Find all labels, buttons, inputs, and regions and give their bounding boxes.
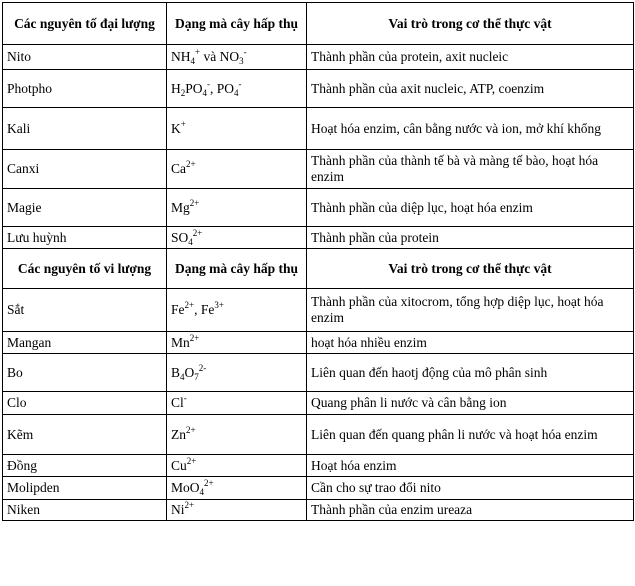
- micro-header-form: Dạng mà cây hấp thụ: [167, 249, 307, 289]
- role-text: Thành phần của diệp lục, hoạt hóa enzim: [307, 189, 634, 227]
- absorbed-form: $Ca^{2+}$: [167, 150, 307, 189]
- element-name: Magie: [3, 189, 167, 227]
- micro-header-role: Vai trò trong cơ thể thực vật: [307, 249, 634, 289]
- table-row: [3, 415, 634, 455]
- table-row: [3, 289, 634, 332]
- absorbed-form: $Mg^{2+}$: [167, 189, 307, 227]
- table-row: [3, 108, 634, 150]
- absorbed-form: $Zn^{2+}$: [167, 415, 307, 455]
- macro-header-element: Các nguyên tố đại lượng: [3, 3, 167, 45]
- role-text: Liên quan đến haotj động của mô phân sinh: [307, 354, 634, 392]
- table-row: [3, 455, 634, 477]
- absorbed-form: $Ni^{2+}$: [167, 500, 307, 521]
- table-row: [3, 189, 634, 227]
- absorbed-form: Cl-: [167, 392, 307, 415]
- absorbed-form: $NH_4^+$ và $NO_3^-$: [167, 45, 307, 70]
- table-row: [3, 500, 634, 521]
- macro-header-form: Dạng mà cây hấp thụ: [167, 3, 307, 45]
- role-text: Thành phần của enzim ureaza: [307, 500, 634, 521]
- role-text: Thành phần của thành tế bà và màng tế bào, hoạt hóa enzim: [307, 150, 634, 189]
- absorbed-form: MoO$_4^{2+}$: [167, 477, 307, 500]
- nutrient-table: [2, 2, 634, 521]
- micro-header-row: [3, 249, 634, 289]
- table-row: [3, 354, 634, 392]
- table-row: [3, 392, 634, 415]
- table-row: [3, 70, 634, 108]
- absorbed-form: $Fe^{2+}$, $Fe^{3+}$: [167, 289, 307, 332]
- element-name: Kẽm: [3, 415, 167, 455]
- role-text: Liên quan đến quang phân li nước và hoạt hóa enzim: [307, 415, 634, 455]
- absorbed-form: $SO_4^{2+}$: [167, 227, 307, 249]
- absorbed-form: $B_4O_7^{2-}$: [167, 354, 307, 392]
- role-text: Thành phần của axit nucleic, ATP, coenzim: [307, 70, 634, 108]
- absorbed-form: $Cu^{2+}$: [167, 455, 307, 477]
- element-name: Đồng: [3, 455, 167, 477]
- table-row: [3, 45, 634, 70]
- element-name: Sắt: [3, 289, 167, 332]
- element-name: Canxi: [3, 150, 167, 189]
- absorbed-form: $H_2PO_4^-$, $PO_4^-$: [167, 70, 307, 108]
- element-name: Photpho: [3, 70, 167, 108]
- element-name: Bo: [3, 354, 167, 392]
- element-name: Lưu huỳnh: [3, 227, 167, 249]
- table-row: [3, 477, 634, 500]
- macro-header-role: Vai trò trong cơ thể thực vật: [307, 3, 634, 45]
- element-name: Clo: [3, 392, 167, 415]
- element-name: Nito: [3, 45, 167, 70]
- element-name: Molipden: [3, 477, 167, 500]
- element-name: Niken: [3, 500, 167, 521]
- table-row: [3, 227, 634, 249]
- role-text: hoạt hóa nhiều enzim: [307, 332, 634, 354]
- role-text: Hoạt hóa enzim, cân bằng nước và ion, mở khí khổng: [307, 108, 634, 150]
- element-name: Kali: [3, 108, 167, 150]
- role-text: Cần cho sự trao đổi nito: [307, 477, 634, 500]
- absorbed-form: K+: [167, 108, 307, 150]
- role-text: Thành phần của protein: [307, 227, 634, 249]
- role-text: Thành phần của xitocrom, tổng hợp diệp lục, hoạt hóa enzim: [307, 289, 634, 332]
- table-row: [3, 332, 634, 354]
- table-row: [3, 150, 634, 189]
- absorbed-form: $Mn^{2+}$: [167, 332, 307, 354]
- element-name: Mangan: [3, 332, 167, 354]
- macro-header-row: [3, 3, 634, 45]
- role-text: Quang phân li nước và cân bằng ion: [307, 392, 634, 415]
- role-text: Hoạt hóa enzim: [307, 455, 634, 477]
- micro-header-element: Các nguyên tố vi lượng: [3, 249, 167, 289]
- role-text: Thành phần của protein, axit nucleic: [307, 45, 634, 70]
